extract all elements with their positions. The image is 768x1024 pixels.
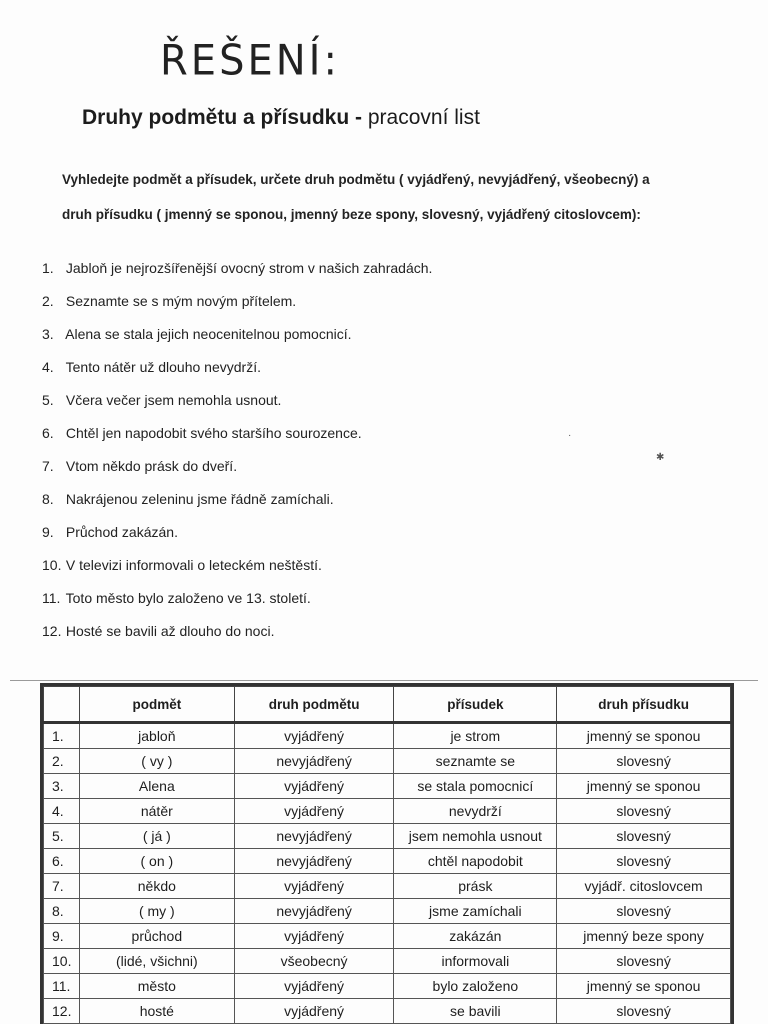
cell-druh-podmetu: vyjádřený	[234, 774, 394, 799]
cell-podmet: ( já )	[79, 824, 234, 849]
sentence-text: Seznamte se s mým novým přítelem.	[65, 293, 297, 309]
table-row	[44, 999, 731, 1024]
cell-number: 2.	[44, 749, 80, 774]
table-row	[44, 749, 731, 774]
cell-druh-podmetu: vyjádřený	[234, 723, 394, 749]
sentence-number: 4.	[42, 359, 54, 375]
cell-podmet: ( on )	[79, 849, 234, 874]
cell-prisudek: chtěl napodobit	[394, 849, 557, 874]
cell-druh-podmetu: nevyjádřený	[234, 849, 394, 874]
sentence-number: 11.	[42, 590, 61, 606]
cell-druh-prisudku: jmenný se sponou	[557, 974, 731, 999]
sentence-item	[42, 522, 602, 555]
cell-druh-prisudku: slovesný	[557, 949, 731, 974]
cell-prisudek: jsme zamíchali	[394, 899, 557, 924]
sentence-text: Toto město bylo založeno ve 13. století.	[65, 590, 311, 606]
cell-prisudek: se stala pomocnicí	[394, 774, 557, 799]
cell-druh-prisudku: jmenný se sponou	[557, 723, 731, 749]
handwritten-heading: ŘEŠENÍ:	[160, 36, 340, 86]
cell-druh-podmetu: vyjádřený	[234, 924, 394, 949]
table-row	[44, 974, 731, 999]
cell-druh-prisudku: slovesný	[557, 749, 731, 774]
cell-number: 3.	[44, 774, 80, 799]
sentence-item	[42, 588, 602, 621]
table-row	[44, 899, 731, 924]
cell-druh-podmetu: vyjádřený	[234, 974, 394, 999]
table-row	[44, 949, 731, 974]
sentence-text: Průchod zakázán.	[65, 524, 178, 540]
cell-prisudek: je strom	[394, 723, 557, 749]
cell-podmet: hosté	[79, 999, 234, 1024]
scan-speck: ·	[568, 430, 572, 441]
scan-speck: ✱	[656, 452, 665, 463]
header-podmet: podmět	[79, 687, 234, 723]
cell-druh-podmetu: nevyjádřený	[234, 824, 394, 849]
cell-podmet: ( vy )	[79, 749, 234, 774]
cell-druh-prisudku: slovesný	[557, 849, 731, 874]
cell-prisudek: prásk	[394, 874, 557, 899]
sentence-item	[42, 555, 602, 588]
sentence-item	[42, 456, 602, 489]
cell-druh-prisudku: slovesný	[557, 799, 731, 824]
cell-druh-prisudku: jmenný beze spony	[557, 924, 731, 949]
cell-number: 9.	[44, 924, 80, 949]
sentence-list	[42, 258, 602, 654]
sentence-item	[42, 324, 602, 357]
cell-podmet: průchod	[79, 924, 234, 949]
sentence-number: 2.	[42, 293, 54, 309]
sentence-item	[42, 390, 602, 423]
solution-table	[40, 683, 734, 1024]
cell-druh-podmetu: nevyjádřený	[234, 899, 394, 924]
sentence-text: Alena se stala jejich neocenitelnou pomocnicí.	[65, 326, 352, 342]
sentence-text: Tento nátěr už dlouho nevydrží.	[65, 359, 261, 375]
sentence-number: 5.	[42, 392, 54, 408]
sentence-number: 9.	[42, 524, 54, 540]
cell-number: 10.	[44, 949, 80, 974]
header-druh-podmetu: druh podmětu	[234, 687, 394, 723]
sentence-text: Chtěl jen napodobit svého staršího sourozence.	[65, 425, 362, 441]
sentence-number: 7.	[42, 458, 54, 474]
title-subtitle: pracovní list	[367, 106, 480, 129]
cell-druh-prisudku: slovesný	[557, 824, 731, 849]
cell-podmet: ( my )	[79, 899, 234, 924]
cell-number: 4.	[44, 799, 80, 824]
cell-number: 12.	[44, 999, 80, 1024]
cell-podmet: někdo	[79, 874, 234, 899]
title-main: Druhy podmětu a přísudku	[82, 106, 350, 129]
sentence-number: 1.	[42, 260, 54, 276]
cell-prisudek: seznamte se	[394, 749, 557, 774]
worksheet-title	[82, 106, 480, 130]
sentence-item	[42, 489, 602, 522]
sentence-text: Včera večer jsem nemohla usnout.	[65, 392, 282, 408]
cell-number: 5.	[44, 824, 80, 849]
scan-divider	[10, 680, 758, 681]
instructions-text: Vyhledejte podmět a přísudek, určete druh podmětu ( vyjádřený, nevyjádřený, všeobecný) a druh přísudku ( jmenný se sponou, jmenný beze spony, slovesný, vyjádřený citoslovcem):	[62, 172, 650, 222]
sentence-text: Vtom někdo prásk do dveří.	[65, 458, 238, 474]
cell-prisudek: jsem nemohla usnout	[394, 824, 557, 849]
cell-prisudek: bylo založeno	[394, 974, 557, 999]
sentence-text: V televizi informovali o leteckém neštěstí.	[65, 557, 322, 573]
sentence-item	[42, 357, 602, 390]
sentence-number: 10.	[42, 557, 62, 573]
table-header-row	[44, 687, 731, 723]
cell-druh-podmetu: vyjádřený	[234, 799, 394, 824]
sentence-text: Jabloň je nejrozšířenější ovocný strom v našich zahradách.	[65, 260, 433, 276]
cell-prisudek: se bavili	[394, 999, 557, 1024]
cell-druh-prisudku: slovesný	[557, 999, 731, 1024]
table-row	[44, 723, 731, 749]
sentence-item	[42, 258, 602, 291]
table-row	[44, 799, 731, 824]
cell-number: 7.	[44, 874, 80, 899]
cell-druh-prisudku: vyjádř. citoslovcem	[557, 874, 731, 899]
sentence-text: Hosté se bavili až dlouho do noci.	[65, 623, 275, 639]
header-druh-prisudku: druh přísudku	[557, 687, 731, 723]
sentence-item	[42, 621, 602, 654]
table-row	[44, 924, 731, 949]
title-dash: -	[349, 106, 368, 129]
sentence-item	[42, 423, 602, 456]
sentence-number: 6.	[42, 425, 54, 441]
cell-podmet: nátěr	[79, 799, 234, 824]
sentence-number: 12.	[42, 623, 62, 639]
table-row	[44, 824, 731, 849]
table-row	[44, 874, 731, 899]
table-row	[44, 849, 731, 874]
sentence-text: Nakrájenou zeleninu jsme řádně zamíchali.	[65, 491, 334, 507]
cell-number: 1.	[44, 723, 80, 749]
table-body	[44, 723, 731, 1024]
sentence-number: 3.	[42, 326, 54, 342]
cell-druh-podmetu: všeobecný	[234, 949, 394, 974]
cell-prisudek: zakázán	[394, 924, 557, 949]
cell-number: 6.	[44, 849, 80, 874]
cell-number: 8.	[44, 899, 80, 924]
cell-druh-podmetu: vyjádřený	[234, 999, 394, 1024]
cell-druh-podmetu: vyjádřený	[234, 874, 394, 899]
cell-podmet: (lidé, všichni)	[79, 949, 234, 974]
header-prisudek: přísudek	[394, 687, 557, 723]
sentence-number: 8.	[42, 491, 54, 507]
sentence-item	[42, 291, 602, 324]
cell-prisudek: nevydrží	[394, 799, 557, 824]
cell-podmet: Alena	[79, 774, 234, 799]
header-number	[44, 687, 80, 723]
cell-druh-podmetu: nevyjádřený	[234, 749, 394, 774]
cell-podmet: město	[79, 974, 234, 999]
cell-prisudek: informovali	[394, 949, 557, 974]
cell-number: 11.	[44, 974, 80, 999]
table-row	[44, 774, 731, 799]
cell-druh-prisudku: jmenný se sponou	[557, 774, 731, 799]
cell-druh-prisudku: slovesný	[557, 899, 731, 924]
cell-podmet: jabloň	[79, 723, 234, 749]
